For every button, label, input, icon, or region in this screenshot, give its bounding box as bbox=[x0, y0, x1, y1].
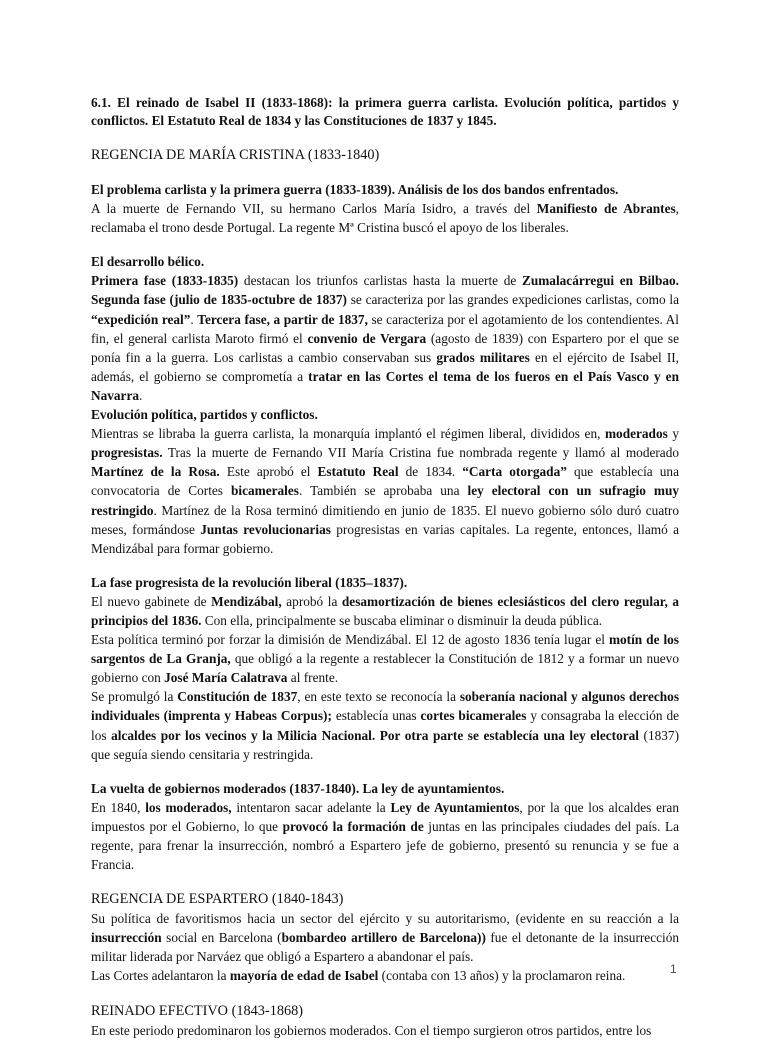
paragraph-problema-carlista bbox=[91, 180, 679, 237]
paragraph-regencia-espartero bbox=[91, 909, 679, 985]
section-heading-reinado-efectivo: REINADO EFECTIVO (1843-1868) bbox=[91, 1002, 304, 1019]
bold-text: motín de los sargentos de La Granja, bbox=[91, 632, 679, 667]
document-title: 6.1. El reinado de Isabel II (1833-1868): la primera guerra carlista. Evolución política, partidos y conflictos. El Estatuto Real de 1834 y las Constituciones de 1837 y 1845. bbox=[91, 95, 679, 128]
text: , por la que los alcaldes eran impuestos por el Gobierno, lo que bbox=[91, 799, 679, 834]
text: El nuevo gabinete de bbox=[91, 593, 212, 609]
text: destacan los triunfos carlistas hasta la muerte de bbox=[238, 273, 522, 289]
subheading-fase-progresista: La fase progresista de la revolución liberal (1835–1837). bbox=[91, 574, 408, 590]
bold-text: progresistas. bbox=[91, 445, 163, 461]
subheading-evolucion-politica: Evolución política, partidos y conflictos. bbox=[91, 407, 318, 423]
text: Esta política terminó por forzar la dimisión de Mendizábal. El 12 de agosto 1836 tenía lugar el bbox=[91, 632, 609, 648]
text: y bbox=[667, 426, 679, 442]
text: Mientras se libraba la guerra carlista, la monarquía implantó el régimen liberal, divididos en, bbox=[91, 426, 605, 442]
text: A la muerte de Fernando VII, su hermano Carlos María Isidro, a través del bbox=[91, 201, 537, 217]
text: (1837) que seguía siendo censitaria y restringida. bbox=[91, 727, 679, 762]
text: aprobó la bbox=[281, 593, 342, 609]
text: . bbox=[190, 311, 198, 327]
bold-text: convenio de Vergara bbox=[307, 330, 427, 346]
text: Se promulgó la bbox=[91, 689, 178, 705]
bold-text: grados militares bbox=[436, 349, 530, 365]
document-body bbox=[91, 94, 679, 1040]
bold-text: bombardeo artillero de Barcelona)) bbox=[281, 930, 486, 946]
text: (agosto de 1839) con Espartero por el que se ponía fin a la guerra. Los carlistas a cambio conservaban sus bbox=[91, 330, 679, 365]
subheading-desarrollo-belico: El desarrollo bélico. bbox=[91, 254, 205, 270]
text: . Martínez de la Rosa terminó dimitiendo en junio de 1835. El nuevo gobierno sólo duró cuatro meses, formándose bbox=[91, 502, 679, 537]
text: Su política de favoritismos hacia un sector del ejército y su autoritarismo, (evidente en su reacción a la bbox=[91, 911, 679, 927]
paragraph-desarrollo-belico bbox=[91, 252, 679, 558]
bold-text: cortes bicamerales bbox=[420, 708, 527, 724]
text: que obligó a la regente a restablecer la Constitución de 1812 y a formar un nuevo gobierno con bbox=[91, 651, 679, 686]
text: (contaba con 13 años) y la proclamaron reina. bbox=[378, 968, 626, 984]
text: . bbox=[139, 387, 143, 403]
bold-text: Juntas revolucionarias bbox=[200, 521, 331, 537]
text: juntas en las principales ciudades del país. La regente, para frenar la insurrección, nombró a Espartero jefe de gobierno, presentó su renuncia y se fue a Francia. bbox=[91, 818, 679, 873]
text: se caracteriza por el agotamiento de los contendientes. Al fin, el general carlista Maroto firmó el bbox=[91, 311, 679, 346]
text: establecía unas bbox=[331, 708, 421, 724]
text: al frente. bbox=[287, 670, 339, 686]
bold-text: Martínez de la Rosa. bbox=[91, 464, 220, 480]
text: Este aprobó el bbox=[219, 464, 318, 480]
bold-text: los moderados, bbox=[145, 799, 232, 815]
bold-text: Tercera fase, a partir de 1837, bbox=[197, 311, 368, 327]
text: de 1834. bbox=[398, 464, 463, 480]
text: , en este texto se reconocía la bbox=[297, 689, 460, 705]
text: , reclamaba el trono desde Portugal. La regente Mª Cristina buscó el apoyo de los liberales. bbox=[91, 201, 679, 236]
text: fue el detonante de la insurrección militar liderada por Narváez que obligó a Espartero a abandonar el país. bbox=[91, 930, 679, 965]
text: Con ella, principalmente se buscaba eliminar o disminuir la deuda pública. bbox=[201, 612, 603, 628]
paragraph-fase-progresista bbox=[91, 573, 679, 764]
bold-text: José María Calatrava bbox=[164, 670, 288, 686]
bold-text: alcaldes por los vecinos y la Milicia Nacional. Por otra parte se establecía una ley electoral bbox=[111, 727, 639, 743]
bold-text: Constitución de 1837 bbox=[177, 689, 298, 705]
bold-text: “Carta otorgada” bbox=[462, 464, 567, 480]
text: Tras la muerte de Fernando VII María Cristina fue nombrada regente y llamó al moderado bbox=[162, 445, 679, 461]
bold-text: Mendizábal, bbox=[211, 593, 282, 609]
text: Las Cortes adelantaron la bbox=[91, 968, 230, 984]
section-heading-regencia-espartero: REGENCIA DE ESPARTERO (1840-1843) bbox=[91, 891, 344, 908]
bold-text: “expedición real” bbox=[91, 311, 191, 327]
paragraph-reinado-efectivo: En este periodo predominaron los gobiernos moderados. Con el tiempo surgieron otros partidos, entre los bbox=[91, 1022, 652, 1038]
subheading-problema-carlista: El problema carlista y la primera guerra (1833-1839). Análisis de los dos bandos enfrentados. bbox=[91, 182, 619, 197]
bold-text: provocó la formación de bbox=[282, 818, 424, 834]
bold-text: Manifiesto de Abrantes bbox=[536, 201, 676, 217]
bold-text: bicamerales bbox=[231, 483, 299, 499]
bold-text: ley electoral con un sufragio muy restringido bbox=[91, 483, 680, 518]
bold-text: insurrección bbox=[91, 930, 162, 946]
bold-text: Estatuto Real bbox=[317, 464, 399, 480]
text: En 1840, bbox=[91, 799, 146, 815]
bold-text: desamortización de bienes eclesiásticos del clero regular, a principios del 1836. bbox=[91, 593, 679, 628]
bold-text: Zumalacárregui en Bilbao. Segunda fase (julio de 1835-octubre de 1837) bbox=[91, 273, 679, 308]
paragraph-gobiernos-moderados bbox=[91, 779, 679, 874]
section-heading-regencia-maria-cristina: REGENCIA DE MARÍA CRISTINA (1833-1840) bbox=[91, 147, 380, 163]
text: que establecía una convocatoria de Cortes bbox=[91, 464, 679, 499]
text: progresistas en varias capitales. La regente, entonces, llamó a Mendizábal para formar gobierno. bbox=[91, 521, 679, 556]
bold-text: tratar en las Cortes el tema de los fueros en el País Vasco y en Navarra bbox=[91, 368, 679, 403]
text: . También se aprobaba una bbox=[298, 483, 468, 499]
text: en el ejército de Isabel II, además, el gobierno se comprometía a bbox=[91, 349, 680, 384]
bold-text: soberanía nacional y algunos derechos individuales (imprenta y Habeas Corpus); bbox=[91, 689, 679, 724]
bold-text: moderados bbox=[604, 426, 668, 442]
bold-text: Primera fase (1833-1835) bbox=[91, 273, 239, 289]
text: y consagraba la elección de los bbox=[91, 708, 680, 743]
text: intentaron sacar adelante la bbox=[231, 799, 391, 815]
bold-text: mayoría de edad de Isabel bbox=[229, 968, 379, 984]
subheading-gobiernos-moderados: La vuelta de gobiernos moderados (1837-1840). La ley de ayuntamientos. bbox=[91, 780, 505, 796]
text: se caracteriza por las grandes expediciones carlistas, como la bbox=[346, 292, 680, 308]
page-number: 1 bbox=[670, 962, 677, 976]
text: social en Barcelona ( bbox=[161, 930, 282, 946]
bold-text: Ley de Ayuntamientos bbox=[390, 799, 520, 815]
